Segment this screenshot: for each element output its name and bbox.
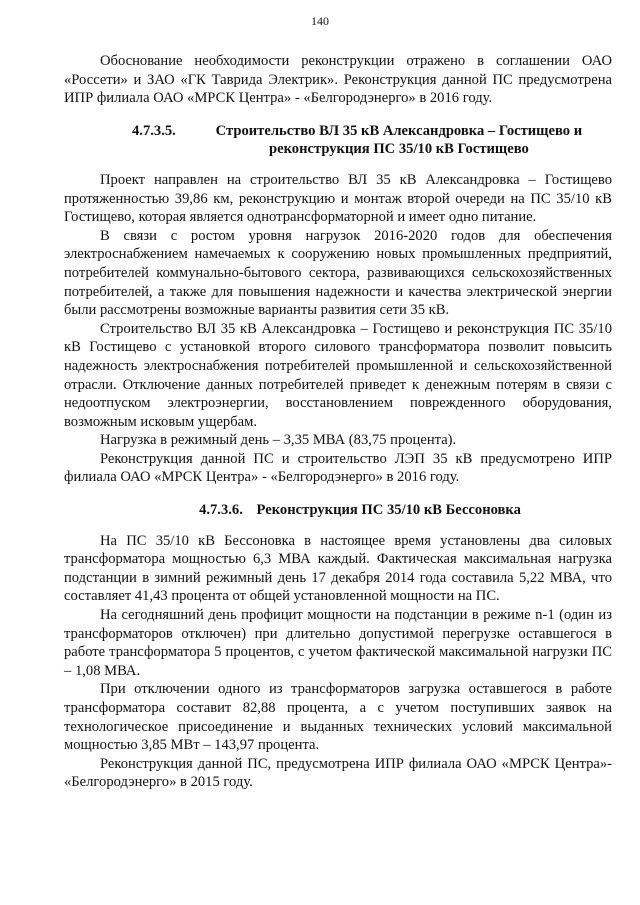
document-body: [64, 52, 612, 792]
paragraph: Реконструкция данной ПС, предусмотрена ИПР филиала ОАО «МРСК Центра»- «Белгородэнерго» в 2015 году.: [64, 755, 612, 791]
section-heading-4-7-3-5: [64, 122, 612, 159]
section-title: Реконструкция ПС 35/10 кВ Бессоновка: [256, 502, 521, 519]
paragraph: Реконструкция данной ПС и строительство ЛЭП 35 кВ предусмотрено ИПР филиала ОАО «МРСК Центра» - «Белгородэнерго» в 2016 году.: [64, 450, 612, 486]
paragraph: Проект направлен на строительство ВЛ 35 кВ Александровка – Гостищево протяженностью 39,86 км, реконструкцию и монтаж второй очереди на ПС 35/10 кВ Гостищево, которая является однотрансформаторной и имеет одно питание.: [64, 171, 612, 226]
section-title: Строительство ВЛ 35 кВ Александровка – Гостищево и реконструкция ПС 35/10 кВ Гостищево: [215, 122, 583, 158]
paragraph: Нагрузка в режимный день – 3,35 МВА (83,75 процента).: [100, 432, 457, 449]
paragraph: Строительство ВЛ 35 кВ Александровка – Гостищево и реконструкция ПС 35/10 кВ Гостищево с установкой второго силового трансформатора позволит повысить надежность электроснабжения потребителей промышленной и сельскохозяйственной отрасли. Отключение данных потребителей приведет к денежным потерям в связи с недоотпуском электроэнергии, восстановлением поврежденного оборудования, возможным исковым ущербам.: [64, 320, 612, 430]
paragraph: На ПС 35/10 кВ Бессоновка в настоящее время установлены два силовых трансформатора мощностью 6,3 МВА каждый. Фактическая максимальная нагрузка подстанции в зимний режимный день 17 декабря 2014 года составила 5,22 МВА, что составляет 41,43 процента от общей установленной мощности на ПС.: [64, 532, 612, 605]
paragraph: В связи с ростом уровня нагрузок 2016-2020 годов для обеспечения электроснабжением намечаемых к сооружению новых промышленных предприятий, потребителей коммунально-бытового сектора, развивающихся сельскохозяйственных потребителей, а также для повышения надежности и качества электрической энергии были рассмотрены возможные варианты развития сети 35 кВ.: [64, 227, 612, 319]
section-heading-4-7-3-6: [64, 501, 612, 520]
page-number: 140: [311, 14, 329, 28]
intro-paragraph: Обоснование необходимости реконструкции отражено в соглашении ОАО «Россети» и ЗАО «ГК Таврида Электрик». Реконструкция данной ПС предусмотрена ИПР филиала ОАО «МРСК Центра» - «Белгородэнерго» в 2016 году.: [64, 53, 612, 107]
paragraph: При отключении одного из трансформаторов загрузка оставшегося в работе трансформатора составит 82,88 процента, а с учетом поступивших заявок на технологическое присоединение и выданных технических условий максимальной мощностью 3,85 МВт – 143,97 процента.: [64, 681, 612, 754]
section-number: 4.7.3.6.: [199, 502, 243, 519]
paragraph: На сегодняшний день профицит мощности на подстанции в режиме n-1 (один из трансформаторов отключен) при длительно допустимой перегрузке оставшегося в работе трансформатора 5 процентов, с учетом фактической максимальной нагрузки ПС – 1,08 МВА.: [64, 607, 612, 679]
section-number: 4.7.3.5.: [132, 122, 176, 139]
